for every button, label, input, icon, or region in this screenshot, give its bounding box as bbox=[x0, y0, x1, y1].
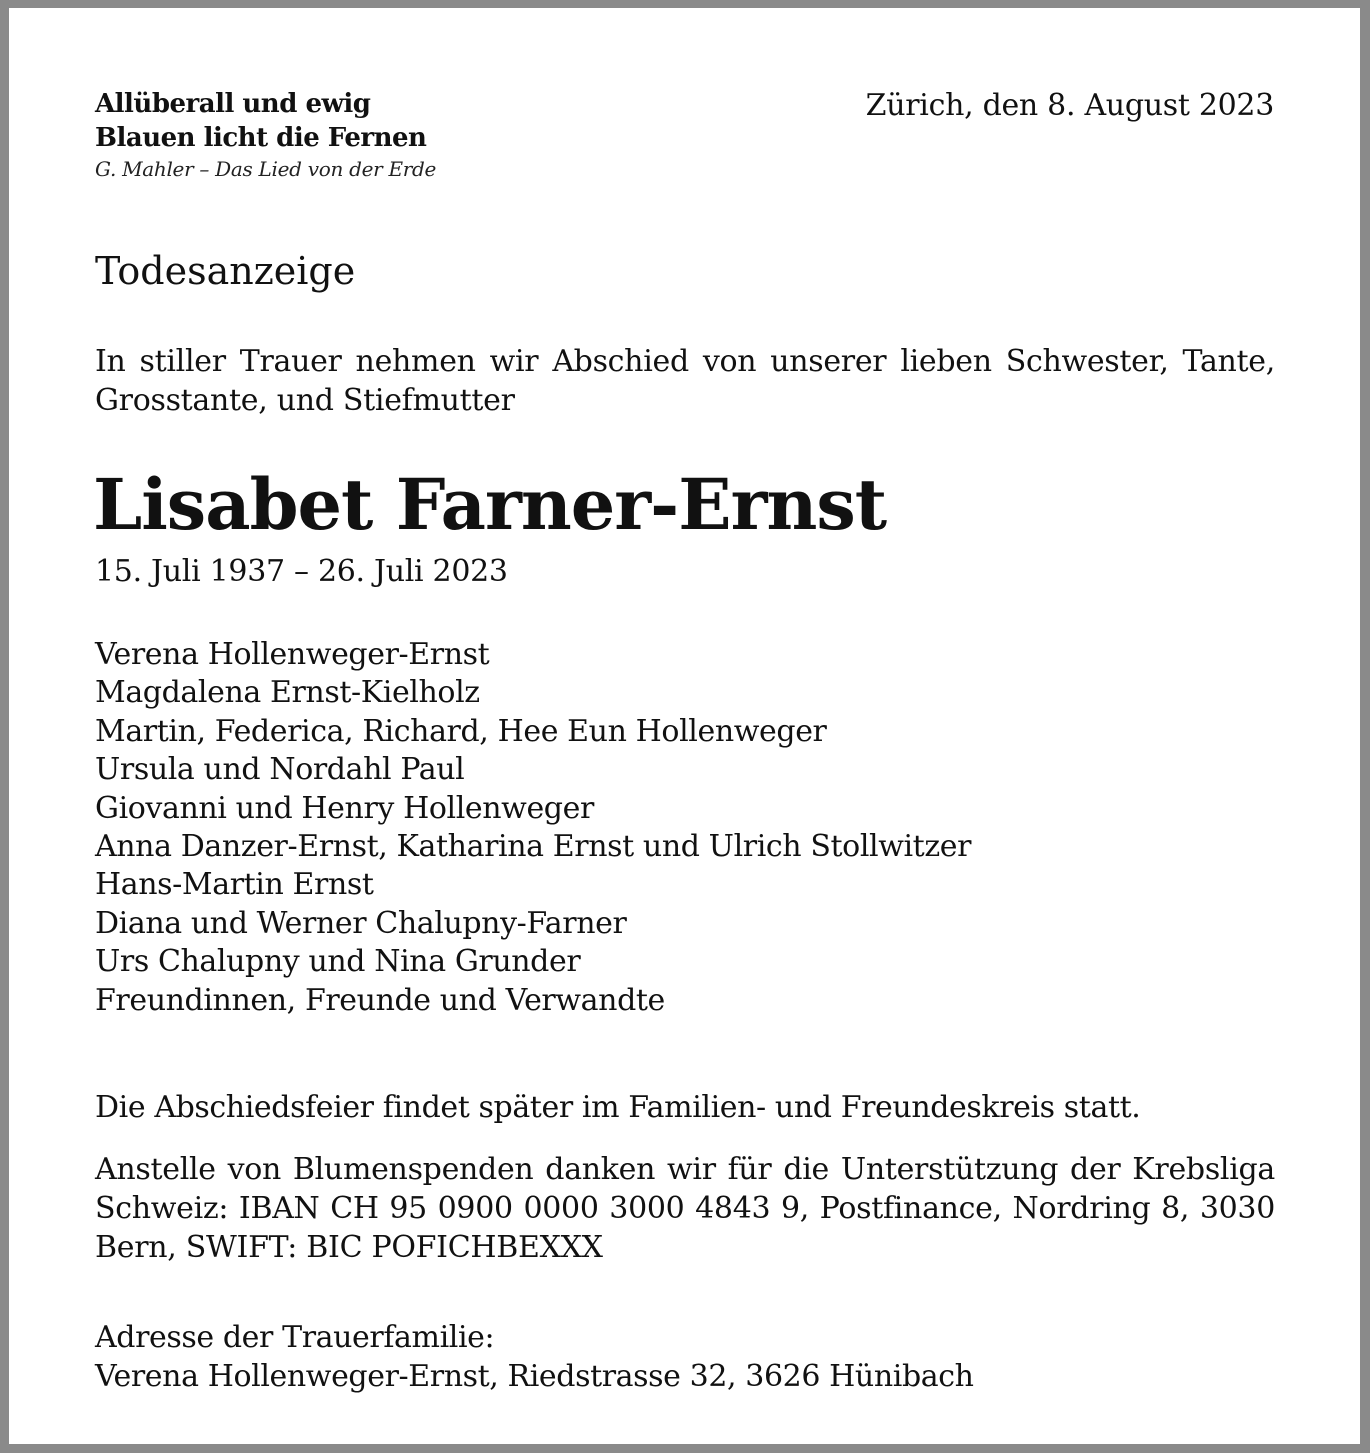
motto-source: G. Mahler – Das Lied von der Erde bbox=[95, 157, 437, 181]
mourner-line: Anna Danzer-Ernst, Katharina Ernst und Ulrich Stollwitzer bbox=[95, 829, 972, 865]
mourner-line: Giovanni und Henry Hollenweger bbox=[95, 790, 594, 826]
mourner-line: Hans-Martin Ernst bbox=[95, 867, 374, 903]
mourner-line: Martin, Federica, Richard, Hee Eun Hollenweger bbox=[95, 713, 827, 749]
mourner-line: Urs Chalupny und Nina Grunder bbox=[95, 944, 581, 980]
document-type-heading: Todesanzeige bbox=[95, 249, 356, 293]
motto-line-2: Blauen licht die Fernen bbox=[95, 123, 427, 153]
ceremony-note: Die Abschiedsfeier findet später im Familien- und Freundeskreis statt. bbox=[95, 1090, 1141, 1125]
family-address bbox=[95, 1318, 974, 1396]
mourner-line: Verena Hollenweger-Ernst bbox=[95, 637, 490, 672]
deceased-lifespan: 15. Juli 1937 – 26. Juli 2023 bbox=[95, 554, 508, 589]
family-address-label: Adresse der Trauerfamilie: bbox=[95, 1320, 495, 1355]
motto bbox=[95, 87, 436, 183]
mourner-line: Freundinnen, Freunde und Verwandte bbox=[95, 982, 665, 1018]
family-address-value: Verena Hollenweger-Ernst, Riedstrasse 32, 3626 Hünibach bbox=[95, 1359, 974, 1394]
deceased-name: Lisabet Farner-Ernst bbox=[93, 463, 887, 546]
donation-note: Anstelle von Blumenspenden danken wir für die Unterstützung der Krebsliga Schweiz: IBAN CH 95 0900 0000 3000 4843 9, Postfinance, Nordring 8, 3030 Bern, SWIFT: BIC POFICHBEXXX bbox=[95, 1152, 1275, 1265]
mourner-line: Magdalena Ernst-Kielholz bbox=[95, 675, 480, 711]
mourners-list bbox=[95, 636, 971, 1020]
motto-line-1: Allüberall und ewig bbox=[95, 89, 371, 119]
mourner-line: Diana und Werner Chalupny-Farner bbox=[95, 905, 627, 941]
place-date: Zürich, den 8. August 2023 bbox=[865, 88, 1274, 123]
intro-text: In stiller Trauer nehmen wir Abschied von unserer lieben Schwester, Tante, Grosstante, und Stiefmutter bbox=[95, 344, 1275, 418]
mourner-line: Ursula und Nordahl Paul bbox=[95, 752, 465, 788]
